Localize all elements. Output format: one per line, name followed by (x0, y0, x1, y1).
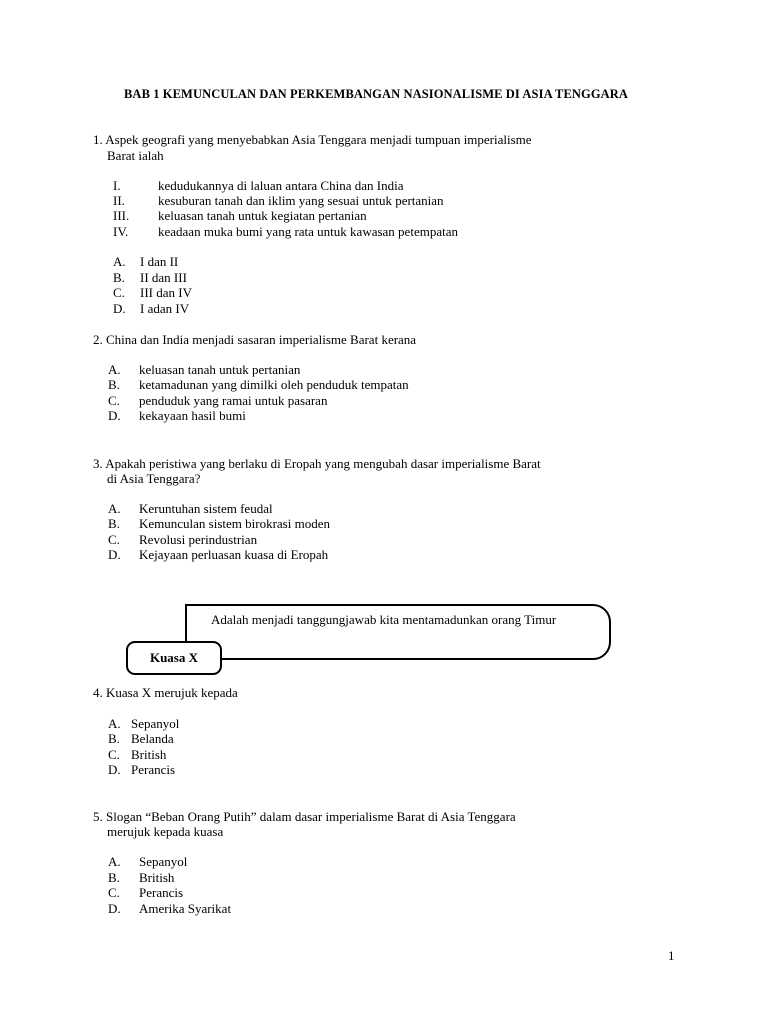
option-letter: D. (108, 408, 121, 423)
option-letter: B. (108, 377, 120, 392)
option-letter: B. (113, 270, 125, 285)
option-letter: A. (113, 254, 126, 269)
option-text: Keruntuhan sistem feudal (139, 501, 273, 516)
question-1-text-cont: Barat ialah (107, 148, 164, 163)
option-text: Belanda (131, 731, 174, 746)
option-letter: B. (108, 870, 120, 885)
option-letter: A. (108, 716, 121, 731)
roman-numeral: I. (113, 178, 121, 193)
option-letter: D. (108, 762, 121, 777)
option-text: I dan II (140, 254, 179, 269)
statement-text: keadaan muka bumi yang rata untuk kawasan petempatan (158, 224, 458, 239)
option-letter: D. (113, 301, 126, 316)
option-letter: C. (113, 285, 125, 300)
option-letter: B. (108, 731, 120, 746)
option-text: Sepanyol (131, 716, 180, 731)
statement-text: kesuburan tanah dan iklim yang sesuai untuk pertanian (158, 193, 444, 208)
question-2-text: 2. China dan India menjadi sasaran imperialisme Barat kerana (93, 332, 417, 347)
page-number: 1 (668, 948, 675, 963)
option-letter: A. (108, 501, 121, 516)
option-text: Amerika Syarikat (139, 901, 232, 916)
option-text: Revolusi perindustrian (139, 532, 258, 547)
speech-callout (185, 604, 611, 660)
question-5-text: 5. Slogan “Beban Orang Putih” dalam dasar imperialisme Barat di Asia Tenggara (93, 809, 516, 824)
option-text: keluasan tanah untuk pertanian (139, 362, 301, 377)
question-1-text: 1. Aspek geografi yang menyebabkan Asia Tenggara menjadi tumpuan imperialisme (93, 132, 532, 147)
option-letter: C. (108, 532, 120, 547)
question-3-text-cont: di Asia Tenggara? (107, 471, 201, 486)
option-text: penduduk yang ramai untuk pasaran (139, 393, 328, 408)
option-text: Perancis (139, 885, 184, 900)
option-letter: A. (108, 854, 121, 869)
option-text: I adan IV (140, 301, 190, 316)
option-text: II dan III (140, 270, 187, 285)
callout-quote: Adalah menjadi tanggungjawab kita mentamadunkan orang Timur (211, 612, 557, 627)
option-letter: C. (108, 885, 120, 900)
option-letter: D. (108, 547, 121, 562)
kuasa-x-label: Kuasa X (126, 641, 222, 675)
question-5-text-cont: merujuk kepada kuasa (107, 824, 224, 839)
statement-text: keluasan tanah untuk kegiatan pertanian (158, 208, 367, 223)
question-3-text: 3. Apakah peristiwa yang berlaku di Eropah yang mengubah dasar imperialisme Barat (93, 456, 541, 471)
option-text: Perancis (131, 762, 176, 777)
option-text: III dan IV (140, 285, 192, 300)
option-letter: C. (108, 747, 120, 762)
option-text: Sepanyol (139, 854, 188, 869)
option-letter: B. (108, 516, 120, 531)
option-letter: A. (108, 362, 121, 377)
roman-numeral: IV. (113, 224, 129, 239)
option-text: ketamadunan yang dimilki oleh penduduk tempatan (139, 377, 409, 392)
question-4-text: 4. Kuasa X merujuk kepada (93, 685, 238, 700)
statement-text: kedudukannya di laluan antara China dan India (158, 178, 404, 193)
option-text: British (131, 747, 167, 762)
option-text: kekayaan hasil bumi (139, 408, 246, 423)
roman-numeral: III. (113, 208, 130, 223)
option-text: Kejayaan perluasan kuasa di Eropah (139, 547, 329, 562)
option-text: British (139, 870, 175, 885)
option-letter: D. (108, 901, 121, 916)
option-letter: C. (108, 393, 120, 408)
roman-numeral: II. (113, 193, 125, 208)
option-text: Kemunculan sistem birokrasi moden (139, 516, 330, 531)
chapter-title: BAB 1 KEMUNCULAN DAN PERKEMBANGAN NASIONALISME DI ASIA TENGGARA (124, 87, 629, 101)
